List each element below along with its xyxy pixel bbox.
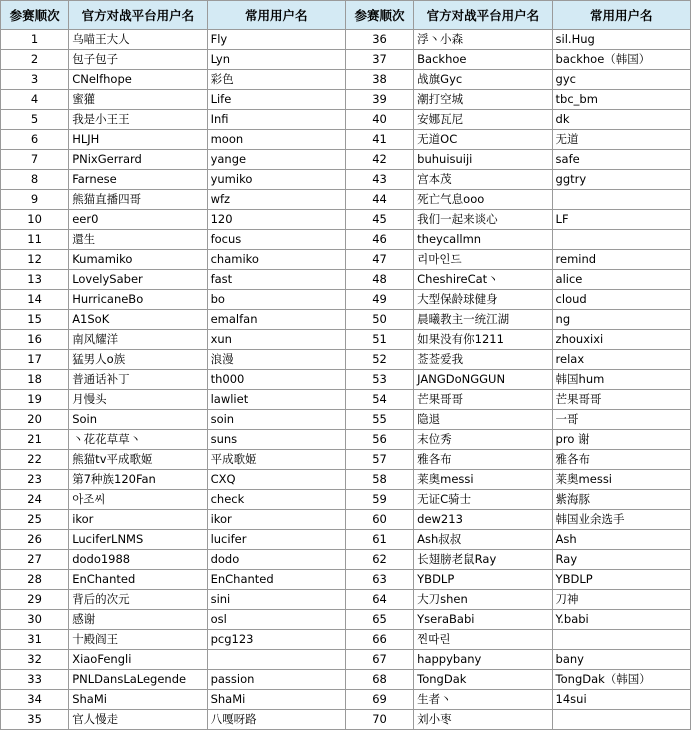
order-cell: 31 [1,630,69,650]
official-username-cell: 莱奥messi [414,470,552,490]
order-cell: 50 [345,310,413,330]
common-username-cell: sil.Hug [552,30,690,50]
official-username-cell: 還生 [69,230,207,250]
table-row [1,370,691,390]
table-row [1,470,691,490]
official-username-cell: PNLDansLaLegende [69,670,207,690]
header-official-username: 官方对战平台用户名 [69,1,207,30]
order-cell: 7 [1,150,69,170]
common-username-cell: 14sui [552,690,690,710]
official-username-cell: dew213 [414,510,552,530]
common-username-cell: suns [207,430,345,450]
table-row [1,410,691,430]
common-username-cell: EnChanted [207,570,345,590]
common-username-cell: safe [552,150,690,170]
order-cell: 5 [1,110,69,130]
common-username-cell: tbc_bm [552,90,690,110]
order-cell: 19 [1,390,69,410]
common-username-cell: 莱奥messi [552,470,690,490]
official-username-cell: YBDLP [414,570,552,590]
order-cell: 51 [345,330,413,350]
official-username-cell: happybany [414,650,552,670]
order-cell: 27 [1,550,69,570]
official-username-cell: 包子包子 [69,50,207,70]
order-cell: 69 [345,690,413,710]
order-cell: 26 [1,530,69,550]
order-cell: 35 [1,710,69,730]
official-username-cell: 아조씨 [69,490,207,510]
official-username-cell: 刘小枣 [414,710,552,730]
order-cell: 17 [1,350,69,370]
common-username-cell: alice [552,270,690,290]
order-cell: 56 [345,430,413,450]
header-official-username: 官方对战平台用户名 [414,1,552,30]
order-cell: 61 [345,530,413,550]
official-username-cell: 大刀shen [414,590,552,610]
order-cell: 39 [345,90,413,110]
common-username-cell [552,630,690,650]
order-cell: 11 [1,230,69,250]
official-username-cell: Ash叔叔 [414,530,552,550]
table-row [1,50,691,70]
order-cell: 32 [1,650,69,670]
order-cell: 22 [1,450,69,470]
table-row [1,30,691,50]
official-username-cell: 大型保龄球健身 [414,290,552,310]
order-cell: 68 [345,670,413,690]
header-row [1,1,691,30]
common-username-cell: Infi [207,110,345,130]
common-username-cell [207,650,345,670]
common-username-cell: Y.babi [552,610,690,630]
order-cell: 6 [1,130,69,150]
common-username-cell: 平成歌姬 [207,450,345,470]
official-username-cell: EnChanted [69,570,207,590]
order-cell: 43 [345,170,413,190]
table-row [1,650,691,670]
official-username-cell: dodo1988 [69,550,207,570]
header-common-username: 常用用户名 [207,1,345,30]
common-username-cell: th000 [207,370,345,390]
table-row [1,710,691,730]
official-username-cell: HurricaneBo [69,290,207,310]
order-cell: 48 [345,270,413,290]
official-username-cell: 战旗Gyc [414,70,552,90]
common-username-cell: pro 谢 [552,430,690,450]
order-cell: 38 [345,70,413,90]
official-username-cell: 十殿阎王 [69,630,207,650]
common-username-cell: wfz [207,190,345,210]
common-username-cell: soin [207,410,345,430]
common-username-cell: TongDak（韩国） [552,670,690,690]
order-cell: 67 [345,650,413,670]
table-row [1,110,691,130]
table-row [1,390,691,410]
order-cell: 28 [1,570,69,590]
order-cell: 14 [1,290,69,310]
official-username-cell: XiaoFengli [69,650,207,670]
order-cell: 41 [345,130,413,150]
common-username-cell: YBDLP [552,570,690,590]
table-row [1,610,691,630]
common-username-cell [552,710,690,730]
table-row [1,630,691,650]
order-cell: 25 [1,510,69,530]
order-cell: 52 [345,350,413,370]
order-cell: 55 [345,410,413,430]
table-row [1,310,691,330]
official-username-cell: Kumamiko [69,250,207,270]
official-username-cell: CNelfhope [69,70,207,90]
official-username-cell: LovelySaber [69,270,207,290]
table-row [1,490,691,510]
official-username-cell: 蜜獾 [69,90,207,110]
official-username-cell: 猛男人o族 [69,350,207,370]
official-username-cell: 리마인드 [414,250,552,270]
official-username-cell: 丶花花草草丶 [69,430,207,450]
official-username-cell: A1SoK [69,310,207,330]
table-body [1,30,691,730]
order-cell: 60 [345,510,413,530]
order-cell: 70 [345,710,413,730]
official-username-cell: 无道OC [414,130,552,150]
common-username-cell: Fly [207,30,345,50]
official-username-cell: 宫本茂 [414,170,552,190]
order-cell: 62 [345,550,413,570]
common-username-cell: 120 [207,210,345,230]
order-cell: 12 [1,250,69,270]
official-username-cell: 熊猫tv平成歌姬 [69,450,207,470]
official-username-cell: 感谢 [69,610,207,630]
order-cell: 65 [345,610,413,630]
common-username-cell: cloud [552,290,690,310]
official-username-cell: 潮打空城 [414,90,552,110]
official-username-cell: TongDak [414,670,552,690]
order-cell: 37 [345,50,413,70]
common-username-cell: focus [207,230,345,250]
common-username-cell: 无道 [552,130,690,150]
common-username-cell: bany [552,650,690,670]
official-username-cell: Backhoe [414,50,552,70]
order-cell: 18 [1,370,69,390]
common-username-cell: LF [552,210,690,230]
order-cell: 49 [345,290,413,310]
official-username-cell: 晨曦教主一统江湖 [414,310,552,330]
official-username-cell: 雅各布 [414,450,552,470]
table-row [1,230,691,250]
official-username-cell: 如果没有你1211 [414,330,552,350]
common-username-cell: lawliet [207,390,345,410]
official-username-cell: 莶莶爱我 [414,350,552,370]
order-cell: 44 [345,190,413,210]
order-cell: 9 [1,190,69,210]
common-username-cell: backhoe（韩国） [552,50,690,70]
common-username-cell: dodo [207,550,345,570]
order-cell: 4 [1,90,69,110]
table-row [1,570,691,590]
common-username-cell: lucifer [207,530,345,550]
common-username-cell: emalfan [207,310,345,330]
common-username-cell: 紫海豚 [552,490,690,510]
common-username-cell: ShaMi [207,690,345,710]
order-cell: 42 [345,150,413,170]
order-cell: 36 [345,30,413,50]
official-username-cell: 无证C骑士 [414,490,552,510]
header-order: 参赛顺次 [345,1,413,30]
official-username-cell: 我们一起来谈心 [414,210,552,230]
official-username-cell: Soin [69,410,207,430]
order-cell: 53 [345,370,413,390]
table-row [1,290,691,310]
common-username-cell: ikor [207,510,345,530]
table-row [1,150,691,170]
order-cell: 15 [1,310,69,330]
table-row [1,250,691,270]
official-username-cell: 芒果哥哥 [414,390,552,410]
common-username-cell: zhouxixi [552,330,690,350]
header-common-username: 常用用户名 [552,1,690,30]
official-username-cell: PNixGerrard [69,150,207,170]
common-username-cell: 八嘎呀路 [207,710,345,730]
common-username-cell: passion [207,670,345,690]
common-username-cell: 浪漫 [207,350,345,370]
common-username-cell: Life [207,90,345,110]
official-username-cell: 熊猫直播四哥 [69,190,207,210]
order-cell: 57 [345,450,413,470]
common-username-cell [552,190,690,210]
official-username-cell: YseraBabi [414,610,552,630]
common-username-cell: yumiko [207,170,345,190]
order-cell: 23 [1,470,69,490]
common-username-cell: osl [207,610,345,630]
common-username-cell: dk [552,110,690,130]
common-username-cell: ggtry [552,170,690,190]
common-username-cell: sini [207,590,345,610]
official-username-cell: Farnese [69,170,207,190]
official-username-cell: 生者丶 [414,690,552,710]
common-username-cell: Ray [552,550,690,570]
official-username-cell: 찐따린 [414,630,552,650]
table-row [1,430,691,450]
official-username-cell: 普通话补丁 [69,370,207,390]
order-cell: 34 [1,690,69,710]
official-username-cell: CheshireCat丶 [414,270,552,290]
table-row [1,590,691,610]
common-username-cell: 一哥 [552,410,690,430]
common-username-cell: 雅各布 [552,450,690,470]
official-username-cell: 长翅膀老鼠Ray [414,550,552,570]
order-cell: 59 [345,490,413,510]
table-row [1,190,691,210]
order-cell: 46 [345,230,413,250]
order-cell: 21 [1,430,69,450]
order-cell: 1 [1,30,69,50]
official-username-cell: 官人慢走 [69,710,207,730]
table-row [1,690,691,710]
official-username-cell: JANGDoNGGUN [414,370,552,390]
common-username-cell: 芒果哥哥 [552,390,690,410]
official-username-cell: 第7种族120Fan [69,470,207,490]
order-cell: 2 [1,50,69,70]
official-username-cell: HLJH [69,130,207,150]
official-username-cell: 浮丶小森 [414,30,552,50]
order-cell: 3 [1,70,69,90]
official-username-cell: 月慢头 [69,390,207,410]
common-username-cell: yange [207,150,345,170]
common-username-cell: 彩色 [207,70,345,90]
common-username-cell: ng [552,310,690,330]
common-username-cell: chamiko [207,250,345,270]
common-username-cell: relax [552,350,690,370]
order-cell: 64 [345,590,413,610]
official-username-cell: 隐退 [414,410,552,430]
order-cell: 47 [345,250,413,270]
common-username-cell: CXQ [207,470,345,490]
common-username-cell: pcg123 [207,630,345,650]
order-cell: 66 [345,630,413,650]
order-cell: 10 [1,210,69,230]
common-username-cell: xun [207,330,345,350]
official-username-cell: eer0 [69,210,207,230]
common-username-cell: remind [552,250,690,270]
order-cell: 29 [1,590,69,610]
order-cell: 16 [1,330,69,350]
official-username-cell: ShaMi [69,690,207,710]
order-cell: 63 [345,570,413,590]
official-username-cell: 末位秀 [414,430,552,450]
official-username-cell: 我是小王王 [69,110,207,130]
official-username-cell: 乌喵王大人 [69,30,207,50]
table-row [1,350,691,370]
common-username-cell: fast [207,270,345,290]
common-username-cell: check [207,490,345,510]
official-username-cell: buhuisuiji [414,150,552,170]
official-username-cell: 背后的次元 [69,590,207,610]
order-cell: 40 [345,110,413,130]
official-username-cell: 死亡气息ooo [414,190,552,210]
official-username-cell: 南风耀洋 [69,330,207,350]
common-username-cell: 韩国业余选手 [552,510,690,530]
common-username-cell: moon [207,130,345,150]
header-order: 参赛顺次 [1,1,69,30]
table-row [1,510,691,530]
order-cell: 13 [1,270,69,290]
table-row [1,550,691,570]
common-username-cell: 刀神 [552,590,690,610]
table-row [1,670,691,690]
table-row [1,530,691,550]
table-row [1,330,691,350]
table-row [1,90,691,110]
table-row [1,170,691,190]
order-cell: 20 [1,410,69,430]
official-username-cell: ikor [69,510,207,530]
order-cell: 58 [345,470,413,490]
common-username-cell: gyc [552,70,690,90]
common-username-cell [552,230,690,250]
table-row [1,450,691,470]
order-cell: 30 [1,610,69,630]
common-username-cell: 韩国hum [552,370,690,390]
common-username-cell: bo [207,290,345,310]
order-cell: 33 [1,670,69,690]
order-cell: 54 [345,390,413,410]
official-username-cell: LuciferLNMS [69,530,207,550]
official-username-cell: theycallmn [414,230,552,250]
common-username-cell: Ash [552,530,690,550]
order-cell: 45 [345,210,413,230]
official-username-cell: 安娜瓦尼 [414,110,552,130]
table-row [1,70,691,90]
table-row [1,270,691,290]
common-username-cell: Lyn [207,50,345,70]
order-cell: 8 [1,170,69,190]
order-cell: 24 [1,490,69,510]
table-row [1,130,691,150]
table-row [1,210,691,230]
